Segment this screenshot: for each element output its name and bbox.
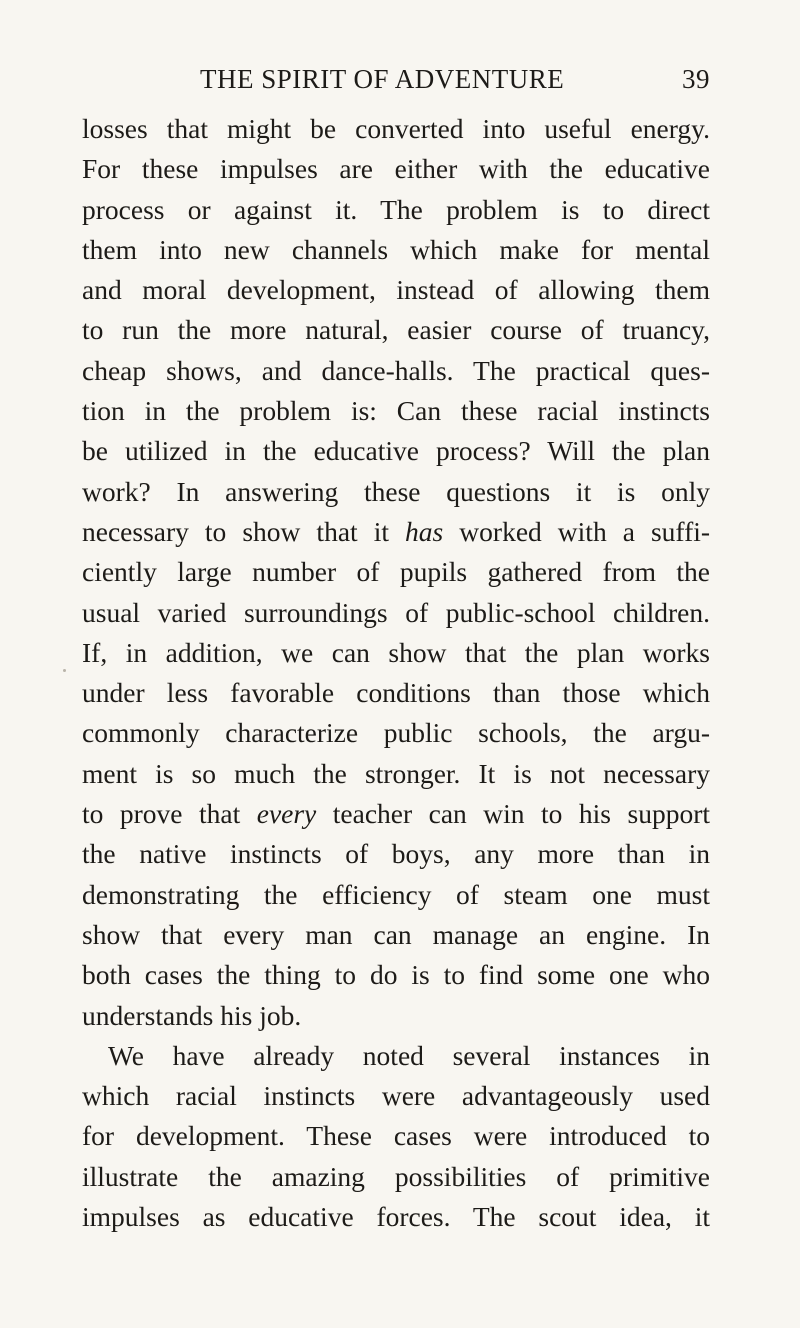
text-segment: necessary to show that it	[82, 515, 389, 547]
text-line: the native instincts of boys, any more than in	[82, 838, 710, 870]
text-segment: worked with a suffi-	[459, 515, 711, 547]
text-line: which racial instincts were advantageously used	[82, 1080, 710, 1112]
text-line: For these impulses are either with the educative	[82, 153, 710, 185]
margin-speck	[63, 669, 66, 672]
running-title: THE SPIRIT OF ADVENTURE	[200, 64, 565, 94]
paragraph-end-line: understands his job.	[82, 999, 302, 1031]
text-line: process or against it. The problem is to direct	[82, 193, 710, 225]
text-line: them into new channels which make for mental	[82, 233, 710, 265]
text-line: show that every man can manage an engine. In	[82, 918, 710, 950]
text-line: impulses as educative forces. The scout idea, it	[82, 1201, 710, 1233]
text-line: usual varied surroundings of public-school children.	[82, 596, 710, 628]
page-number: 39	[682, 64, 710, 94]
text-line: cheap shows, and dance-halls. The practical ques-	[82, 354, 710, 386]
text-line: work? In answering these questions it is only	[82, 475, 710, 507]
text-line: and moral development, instead of allowing them	[82, 274, 710, 306]
text-segment: teacher can win to his support	[332, 798, 711, 830]
text-line: tion in the problem is: Can these racial instincts	[82, 395, 710, 427]
text-line: to run the more natural, easier course of truancy,	[82, 314, 710, 346]
italic-emphasis: has	[405, 515, 444, 547]
text-line: ciently large number of pupils gathered from the	[82, 556, 710, 588]
text-line: both cases the thing to do is to find some one who	[82, 959, 710, 991]
italic-emphasis: every	[256, 798, 317, 830]
text-line: commonly characterize public schools, the argu-	[82, 717, 710, 749]
text-line	[82, 794, 710, 834]
text-line: illustrate the amazing possibilities of primitive	[82, 1160, 710, 1192]
text-line: ment is so much the stronger. It is not necessary	[82, 757, 710, 789]
text-line	[82, 512, 710, 552]
running-header	[200, 64, 710, 98]
paragraph-start-line: We have already noted several instances in	[108, 1039, 710, 1071]
text-line: losses that might be converted into useful energy.	[82, 113, 710, 144]
text-line: for development. These cases were introduced to	[82, 1120, 710, 1152]
text-line: If, in addition, we can show that the plan works	[82, 636, 710, 668]
text-segment: to prove that	[82, 798, 241, 830]
text-line: under less favorable conditions than those which	[82, 677, 710, 709]
text-line: be utilized in the educative process? Will the plan	[82, 435, 710, 467]
text-line: demonstrating the efficiency of steam one must	[82, 878, 710, 910]
body-text	[82, 109, 710, 1237]
